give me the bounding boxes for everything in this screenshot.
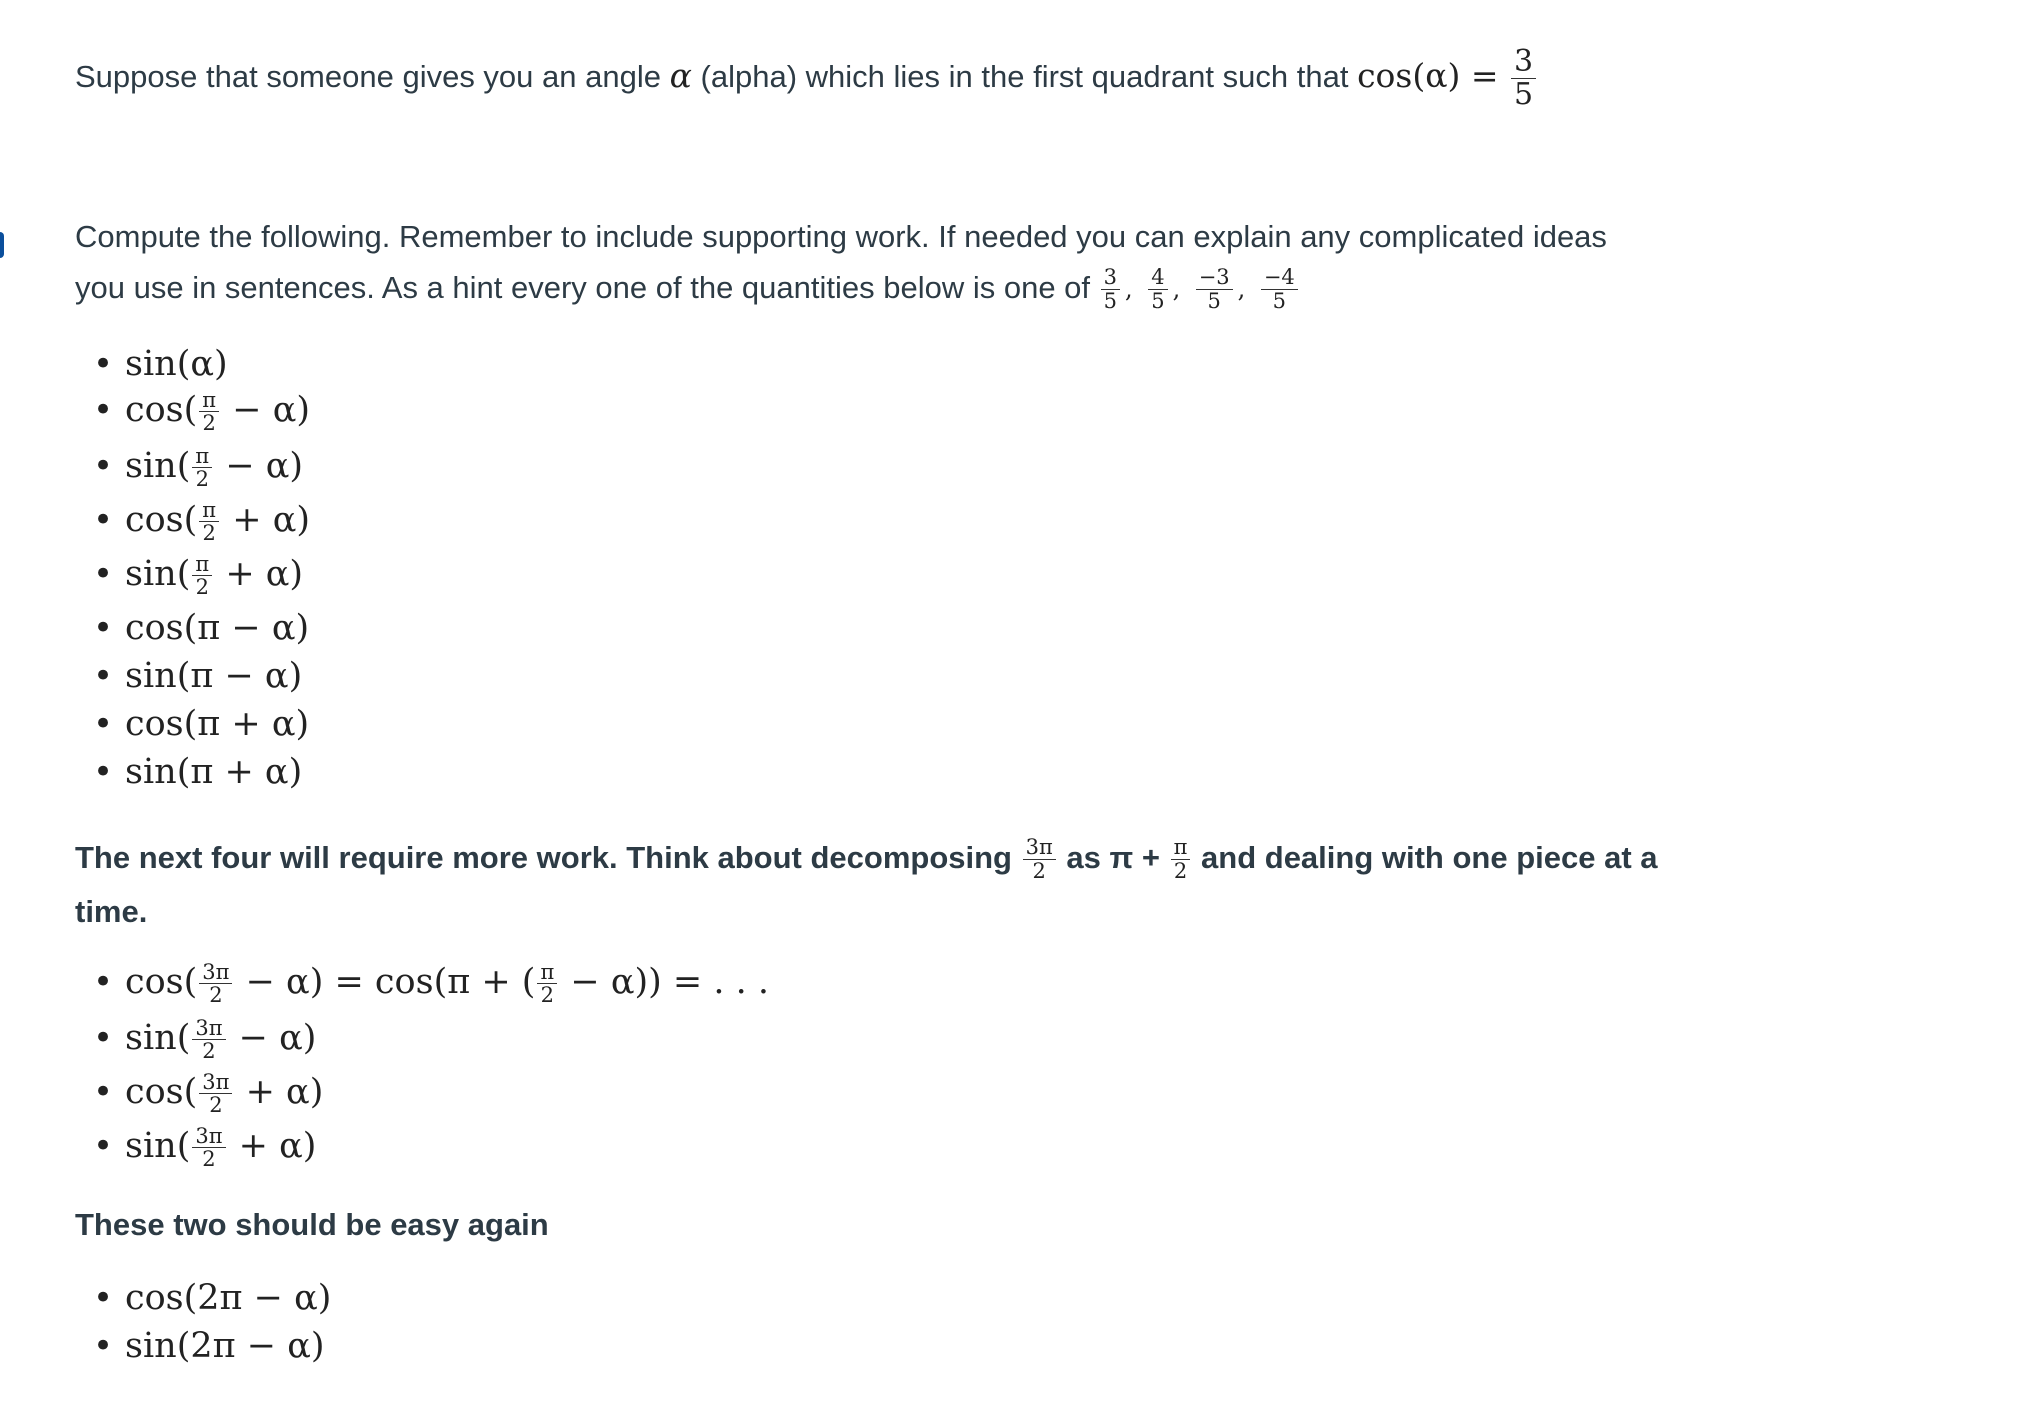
list-item: • sin(2π − α) <box>75 1322 331 1370</box>
list-item: • cos( $\frac{\pi}{2}$ + α) <box>75 496 310 550</box>
fraction: $\frac{\pi}{2}$ <box>192 445 212 490</box>
list-item: • sin( $\frac{\pi}{2}$ − α) <box>75 442 310 496</box>
easy-list <box>75 1274 331 1370</box>
group2-list <box>75 958 769 1176</box>
fraction: $\frac{3\pi}{2}$ <box>199 1071 232 1116</box>
instructions-line-2-text: you use in sentences. As a hint every one of the quantities below is one of <box>75 270 1091 305</box>
list-item: • cos( $\frac{3\pi}{2}$ − α) = cos(π + ( $\frac{\pi}{2}$ − α)) = . . . <box>75 958 769 1014</box>
fraction: $\frac{3\pi}{2}$ <box>192 1125 225 1170</box>
fraction: $\frac{3\pi}{2}$ <box>1023 836 1056 881</box>
list-item: • sin( $\frac{3\pi}{2}$ − α) <box>75 1014 769 1068</box>
alpha-symbol: α <box>669 56 692 95</box>
hint-fraction: $\frac{-4}{5}$ <box>1261 266 1298 311</box>
list-item: • sin( $\frac{3\pi}{2}$ + α) <box>75 1122 769 1176</box>
instructions-line-1: Compute the following. Remember to include supporting work. If needed you can explain any complicated ideas <box>75 219 1607 254</box>
list-item: • cos( $\frac{3\pi}{2}$ + α) <box>75 1068 769 1122</box>
list-item: • cos( $\frac{\pi}{2}$ − α) <box>75 386 310 442</box>
fraction: $\frac{3\pi}{2}$ <box>199 961 232 1006</box>
hint-values: $\frac{3}{5}$ , $\frac{4}{5}$ , $\frac{-3}{5}$ , $\frac{-4}{5}$ <box>1099 267 1300 306</box>
intro-fraction <box>1511 46 1536 110</box>
decompose-line-1: The next four will require more work. Think about decomposing $\frac{3\pi}{2}$ as π + $\frac{\pi}{2}$ and dealing with one piece at a <box>75 835 1658 883</box>
fraction: $\frac{\pi}{2}$ <box>1171 836 1191 881</box>
list-item: • sin( $\frac{\pi}{2}$ + α) <box>75 550 310 604</box>
intro-paragraph <box>75 46 1538 110</box>
group1-list <box>75 340 310 796</box>
intro-fraction-den: 5 <box>1514 76 1534 112</box>
list-item: • sin(π − α) <box>75 652 310 700</box>
instructions <box>75 212 1607 314</box>
intro-text-1: Suppose that someone gives you an angle <box>75 59 661 94</box>
list-item: • cos(π + α) <box>75 700 310 748</box>
hint-fraction: $\frac{3}{5}$ <box>1101 266 1120 311</box>
intro-fraction-num: 3 <box>1511 46 1536 79</box>
hint-fraction: $\frac{4}{5}$ <box>1148 266 1167 311</box>
decompose-paragraph <box>75 828 1658 937</box>
fraction: $\frac{\pi}{2}$ <box>199 499 219 544</box>
decompose-line-2: time. <box>75 894 148 929</box>
list-item: • sin(α) <box>75 340 310 386</box>
intro-equation-lhs: cos(α) = <box>1357 56 1499 95</box>
edge-marker <box>0 232 4 258</box>
list-item: • sin(π + α) <box>75 748 310 796</box>
fraction: $\frac{\pi}{2}$ <box>192 553 212 598</box>
hint-fraction: $\frac{-3}{5}$ <box>1196 266 1233 311</box>
list-item: • cos(π − α) <box>75 604 310 652</box>
intro-text-2: (alpha) which lies in the first quadrant such that <box>700 59 1349 94</box>
intro-equation <box>1357 44 1538 112</box>
fraction: $\frac{\pi}{2}$ <box>537 961 557 1006</box>
fraction: $\frac{3\pi}{2}$ <box>192 1017 225 1062</box>
fraction: $\frac{\pi}{2}$ <box>199 389 219 434</box>
instructions-line-2 <box>75 262 1607 314</box>
list-item: • cos(2π − α) <box>75 1274 331 1322</box>
easy-heading: These two should be easy again <box>75 1207 549 1242</box>
